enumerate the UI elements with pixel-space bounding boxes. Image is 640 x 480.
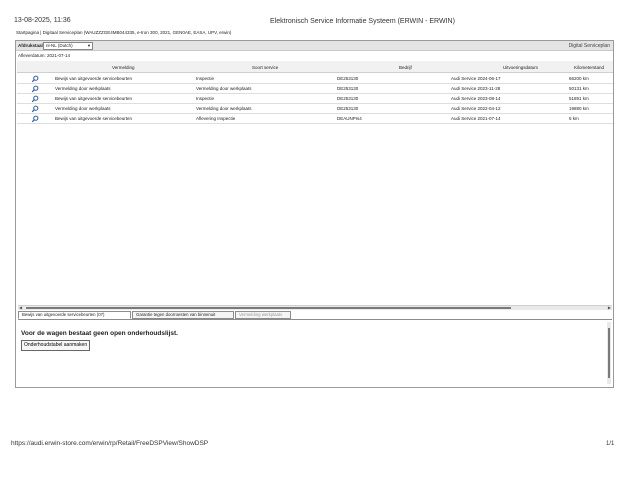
table-header: [17, 61, 613, 73]
cell-bedrijf: DE253130: [337, 76, 359, 81]
cell-soort-service: Aflevering Inspectie: [196, 116, 236, 121]
app-name: Digital Serviceplan: [568, 43, 610, 49]
print-title: Elektronisch Service Informatie Systeem (ERWIN - ERWIN): [270, 18, 455, 25]
cell-kilometerstand: 5 km: [569, 116, 579, 121]
cell-soort-service: Inspectie: [196, 96, 215, 101]
cell-bedrijf: DE253130: [337, 96, 359, 101]
horizontal-scrollbar[interactable]: [18, 305, 612, 310]
toolbar: [16, 41, 613, 51]
table-row[interactable]: [17, 94, 613, 104]
magnifier-icon[interactable]: [31, 95, 39, 103]
scrollbar-thumb[interactable]: [26, 307, 511, 309]
scroll-left-icon[interactable]: ◀: [19, 305, 23, 310]
cell-vermelding: Vermelding door werkplaats: [55, 106, 111, 111]
tab-vermelding-werkplaats[interactable]: Vermelding werkplaats: [235, 311, 291, 319]
cell-vermelding: Bewijs van uitgevoerde servicebeurten: [55, 96, 133, 101]
table-row[interactable]: [17, 74, 613, 84]
tab-servicebeurten[interactable]: Bewijs van uitgevoerde servicebeurten (07): [18, 311, 131, 319]
table-row[interactable]: [17, 104, 613, 114]
tab-panel: [18, 319, 612, 386]
cell-bedrijf: DE253130: [337, 86, 359, 91]
footer-url: https://audi.erwin-store.com/erwin/rp/Retail/FreeDSPView/ShowDSP: [11, 440, 209, 447]
column-header-uitvoeringsdatum[interactable]: Uitvoeringsdatum: [503, 65, 539, 70]
cell-kilometerstand: 66200 km: [569, 76, 589, 81]
language-select[interactable]: [43, 42, 93, 50]
cell-uitvoeringsdatum: Audi Service 2023-11-28: [451, 86, 501, 91]
cell-soort-service: Vermelding door werkplaats: [196, 106, 252, 111]
cell-kilometerstand: 51891 km: [569, 96, 589, 101]
column-header-soort-service[interactable]: Soort service: [252, 65, 279, 70]
app-frame: [15, 40, 614, 388]
breadcrumb[interactable]: Startpagina | Digitaal Serviceplan (WAUZZZGE4MB044335, e-tron 300, 2021, GEN0AE, EASA, UPV, erwin): [16, 30, 232, 35]
cell-kilometerstand: 19880 km: [569, 106, 589, 111]
chevron-down-icon: ▼: [87, 43, 91, 48]
column-header-kilometerstand[interactable]: Kilometerstand: [574, 65, 605, 70]
column-header-vermelding[interactable]: Vermelding: [112, 65, 135, 70]
language-value: nl-NL (Dutch): [46, 43, 73, 48]
cell-vermelding: Bewijs van uitgevoerde servicebeurten: [55, 116, 133, 121]
table-row[interactable]: [17, 84, 613, 94]
magnifier-icon[interactable]: [31, 75, 39, 83]
magnifier-icon[interactable]: [31, 85, 39, 93]
cell-soort-service: Inspectie: [196, 76, 215, 81]
scroll-right-icon[interactable]: ▶: [607, 305, 611, 310]
cell-kilometerstand: 50131 km: [569, 86, 589, 91]
column-header-bedrijf[interactable]: Bedrijf: [399, 65, 412, 70]
magnifier-icon[interactable]: [31, 115, 39, 123]
vertical-scrollbar[interactable]: [607, 322, 611, 384]
table-row[interactable]: [17, 114, 613, 124]
cell-uitvoeringsdatum: Audi Service 2023-08-14: [451, 96, 501, 101]
cell-uitvoeringsdatum: Audi Service 2021-07-14: [451, 116, 501, 121]
cell-uitvoeringsdatum: Audi Service 2024-06-17: [451, 76, 501, 81]
scrollbar-thumb[interactable]: [608, 328, 610, 378]
print-date: 13-08-2025, 11:36: [14, 17, 71, 24]
delivery-date: Afleverdatum: 2021-07-14: [18, 53, 71, 58]
no-maintenance-message: Voor de wagen bestaat geen open onderhoudslijst.: [21, 330, 178, 337]
cell-vermelding: Vermelding door werkplaats: [55, 86, 111, 91]
cell-soort-service: Vermelding door werkplaats: [196, 86, 252, 91]
tab-garantie[interactable]: Garantie tegen doorroesten van binnenuit: [132, 311, 234, 319]
cell-vermelding: Bewijs van uitgevoerde servicebeurten: [55, 76, 133, 81]
create-maintenance-table-button[interactable]: Onderhoudstabel aanmaken: [21, 340, 90, 351]
cell-bedrijf: DEAUNPIs4: [337, 116, 362, 121]
magnifier-icon[interactable]: [31, 105, 39, 113]
cell-uitvoeringsdatum: Audi Service 2022-04-12: [451, 106, 501, 111]
page-number: 1/1: [606, 441, 615, 447]
language-label: Afdrukstaal: [18, 43, 43, 48]
cell-bedrijf: DE253130: [337, 106, 359, 111]
